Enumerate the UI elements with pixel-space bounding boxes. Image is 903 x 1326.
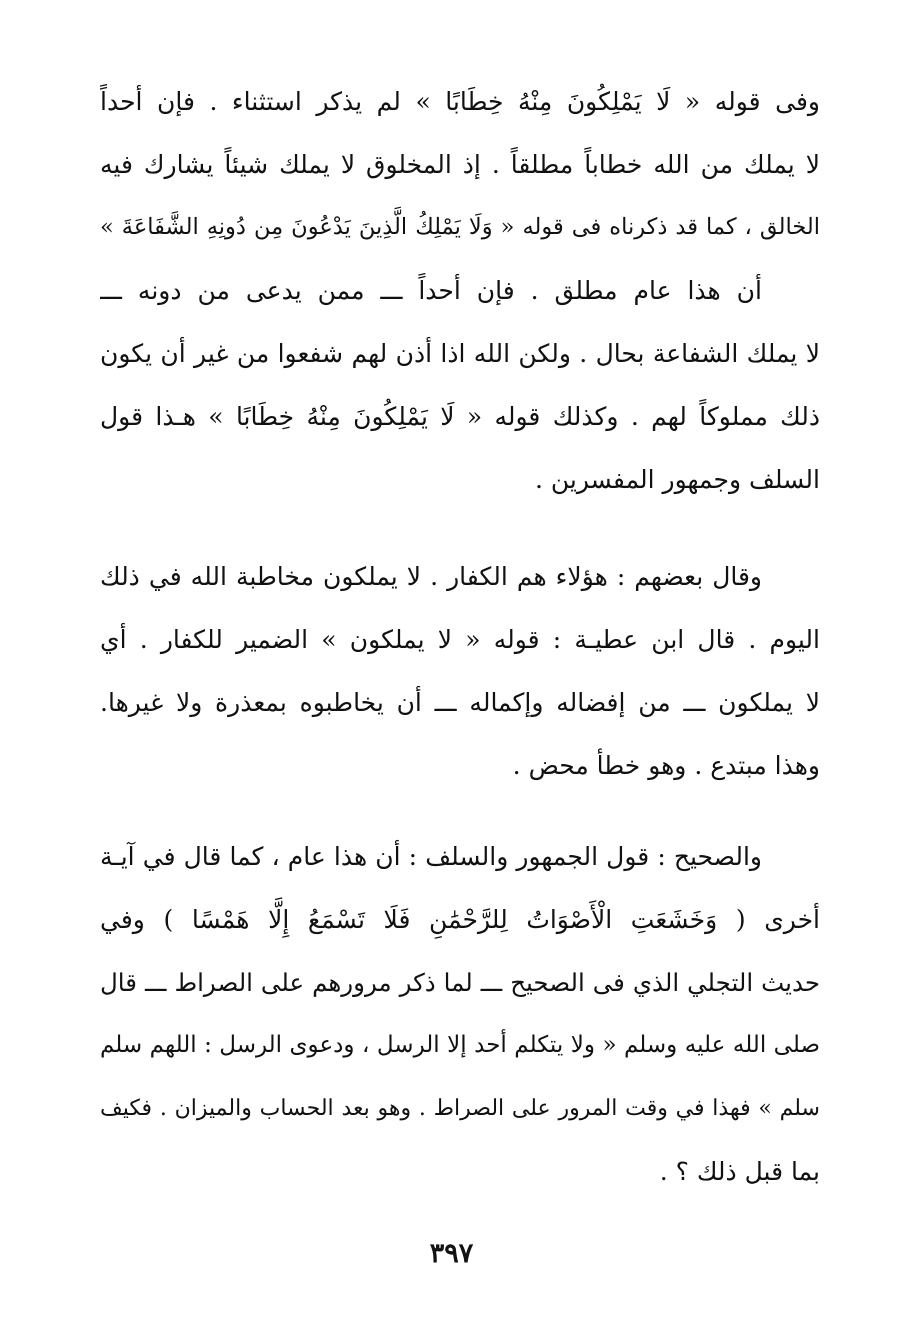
text-line: والصحيح : قول الجمهور والسلف : أن هذا عام ، كما قال في آيـة xyxy=(100,842,762,871)
paragraph-1 xyxy=(100,70,820,511)
text-line: لا يملكون ـــ من إفضاله وإكماله ـــ أن يخاطبوه بمعذرة ولا غيرها. xyxy=(100,688,820,717)
text-line: ذلك مملوكاً لهم . وكذلك قوله « لَا يَمْلِكُونَ مِنْهُ خِطَابًا » هـذا قول xyxy=(100,402,820,431)
text-line: السلف وجمهور المفسرين . xyxy=(534,465,820,494)
text-line: صلى الله عليه وسلم « ولا يتكلم أحد إلا الرسل ، ودعوى الرسل : اللهم سلم xyxy=(100,1032,820,1058)
page-number: ٣٩٧ xyxy=(429,1238,474,1269)
text-line: وفى قوله « لَا يَمْلِكُونَ مِنْهُ خِطَابًا » لم يذكر استثناء . فإن أحداً xyxy=(100,87,820,116)
paragraph-2 xyxy=(100,545,820,797)
text-line: وهذا مبتدع . وهو خطأ محض . xyxy=(512,751,820,780)
text-line: حديث التجلي الذي فى الصحيح ـــ لما ذكر مرورهم على الصراط ـــ قال xyxy=(100,968,820,997)
text-line: لا يملك الشفاعة بحال . ولكن الله اذا أذن لهم شفعوا من غير أن يكون xyxy=(100,339,820,368)
text-line: اليوم . قال ابن عطيـة : قوله « لا يملكون » الضمير للكفار . أي xyxy=(100,625,820,654)
text-line: بما قبل ذلك ؟ . xyxy=(659,1157,820,1186)
text-line: لا يملك من الله خطاباً مطلقاً . إذ المخلوق لا يملك شيئاً يشارك فيه xyxy=(100,150,820,179)
text-line: سلم » فهذا في وقت المرور على الصراط . وهو بعد الحساب والميزان . فكيف xyxy=(100,1096,820,1121)
text-line: الخالق ، كما قد ذكرناه فى قوله « وَلَا يَمْلِكُ الَّذِينَ يَدْعُونَ مِن دُونِهِ الشَّفَاعَةَ » xyxy=(100,214,820,240)
text-line: أخرى ( وَخَشَعَتِ الْأَصْوَاتُ لِلرَّحْمَٰنِ فَلَا تَسْمَعُ إِلَّا هَمْسًا ) وفي xyxy=(100,905,820,934)
text-line: وقال بعضهم : هؤلاء هم الكفار . لا يملكون مخاطبة الله في ذلك xyxy=(100,562,762,591)
text-line: أن هذا عام مطلق . فإن أحداً ـــ ممن يدعى من دونه ـــ xyxy=(100,276,762,305)
paragraph-3 xyxy=(100,825,820,1203)
